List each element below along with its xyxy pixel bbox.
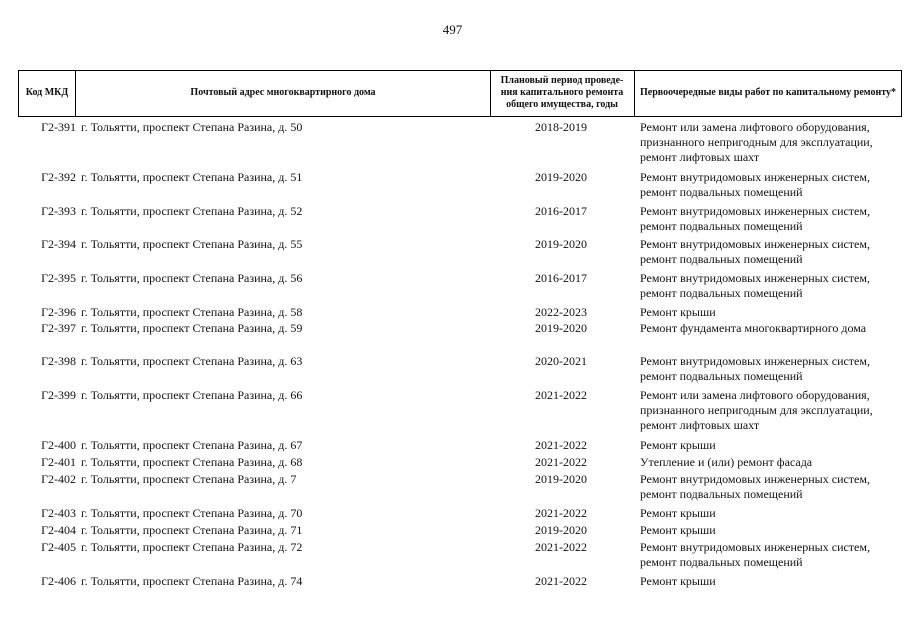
row-address: г. Тольятти, проспект Степана Разина, д. 51 — [81, 170, 303, 184]
row-code: Г2-392 — [41, 170, 76, 184]
row-period: 2019-2020 — [535, 237, 587, 251]
row-address: г. Тольятти, проспект Степана Разина, д. 7 — [81, 472, 297, 486]
row-address: г. Тольятти, проспект Степана Разина, д. 70 — [81, 506, 303, 520]
header-bottom-rule — [18, 116, 902, 117]
row-code: Г2-391 — [41, 120, 76, 134]
row-period: 2019-2020 — [535, 472, 587, 486]
page-number: 497 — [442, 22, 463, 37]
row-period: 2020-2021 — [535, 354, 587, 368]
row-works: Утепление и (или) ремонт фасада — [640, 455, 813, 469]
row-code: Г2-404 — [41, 523, 76, 537]
row-address: г. Тольятти, проспект Степана Разина, д. 52 — [81, 204, 303, 218]
row-code: Г2-399 — [41, 388, 76, 402]
header-works: Первоочередные виды работ по капитальному ремонту* — [640, 86, 896, 98]
row-period: 2019-2020 — [535, 523, 587, 537]
row-works: Ремонт фундамента многоквартирного дома — [640, 321, 867, 335]
header-divider-3 — [634, 70, 635, 117]
row-period: 2016-2017 — [535, 271, 587, 285]
row-code: Г2-400 — [41, 438, 76, 452]
row-code: Г2-403 — [41, 506, 76, 520]
row-works: Ремонт внутридомовых инженерных систем, ремонт подвальных помещений — [640, 540, 870, 570]
row-works: Ремонт крыши — [640, 506, 716, 520]
row-works: Ремонт крыши — [640, 305, 716, 319]
row-works: Ремонт внутридомовых инженерных систем, ремонт подвальных помещений — [640, 170, 870, 200]
row-period: 2022-2023 — [535, 305, 587, 319]
row-address: г. Тольятти, проспект Степана Разина, д. 67 — [81, 438, 303, 452]
row-code: Г2-401 — [41, 455, 76, 469]
row-period: 2021-2022 — [535, 388, 587, 402]
row-period: 2021-2022 — [535, 574, 587, 588]
row-works: Ремонт или замена лифтового оборудования, признанного непригодным для эксплуатации, ремонт лифтовых шахт — [640, 120, 873, 165]
row-works: Ремонт внутридомовых инженерных систем, ремонт подвальных помещений — [640, 472, 870, 502]
row-works: Ремонт внутридомовых инженерных систем, ремонт подвальных помещений — [640, 237, 870, 267]
row-address: г. Тольятти, проспект Степана Разина, д. 71 — [81, 523, 303, 537]
row-period: 2016-2017 — [535, 204, 587, 218]
row-period: 2021-2022 — [535, 506, 587, 520]
row-code: Г2-395 — [41, 271, 76, 285]
row-works: Ремонт крыши — [640, 574, 716, 588]
row-code: Г2-402 — [41, 472, 76, 486]
header-right-rule — [901, 70, 902, 117]
row-address: г. Тольятти, проспект Степана Разина, д. 58 — [81, 305, 303, 319]
row-address: г. Тольятти, проспект Степана Разина, д. 74 — [81, 574, 303, 588]
row-address: г. Тольятти, проспект Степана Разина, д. 63 — [81, 354, 303, 368]
header-code: Код МКД — [25, 86, 69, 98]
row-period: 2019-2020 — [535, 170, 587, 184]
header-period: Плановый период проведе-ния капитального ремонта общего имущества, годы — [500, 74, 624, 110]
row-period: 2021-2022 — [535, 438, 587, 452]
row-period: 2018-2019 — [535, 120, 587, 134]
header-divider-2 — [490, 70, 491, 117]
row-code: Г2-405 — [41, 540, 76, 554]
row-code: Г2-393 — [41, 204, 76, 218]
row-period: 2021-2022 — [535, 540, 587, 554]
row-address: г. Тольятти, проспект Степана Разина, д. 72 — [81, 540, 303, 554]
row-code: Г2-394 — [41, 237, 76, 251]
row-address: г. Тольятти, проспект Степана Разина, д. 56 — [81, 271, 303, 285]
row-works: Ремонт внутридомовых инженерных систем, ремонт подвальных помещений — [640, 271, 870, 301]
row-code: Г2-397 — [41, 321, 76, 335]
row-address: г. Тольятти, проспект Степана Разина, д. 66 — [81, 388, 303, 402]
row-address: г. Тольятти, проспект Степана Разина, д. 55 — [81, 237, 303, 251]
row-address: г. Тольятти, проспект Степана Разина, д. 68 — [81, 455, 303, 469]
row-code: Г2-406 — [41, 574, 76, 588]
row-works: Ремонт внутридомовых инженерных систем, ремонт подвальных помещений — [640, 354, 870, 384]
row-works: Ремонт внутридомовых инженерных систем, ремонт подвальных помещений — [640, 204, 870, 234]
row-period: 2021-2022 — [535, 455, 587, 469]
row-address: г. Тольятти, проспект Степана Разина, д. 59 — [81, 321, 303, 335]
row-address: г. Тольятти, проспект Степана Разина, д. 50 — [81, 120, 303, 134]
row-works: Ремонт крыши — [640, 438, 716, 452]
header-address: Почтовый адрес многоквартирного дома — [190, 86, 376, 98]
row-period: 2019-2020 — [535, 321, 587, 335]
row-works: Ремонт или замена лифтового оборудования, признанного непригодным для эксплуатации, ремонт лифтовых шахт — [640, 388, 873, 433]
row-works: Ремонт крыши — [640, 523, 716, 537]
row-code: Г2-396 — [41, 305, 76, 319]
row-code: Г2-398 — [41, 354, 76, 368]
